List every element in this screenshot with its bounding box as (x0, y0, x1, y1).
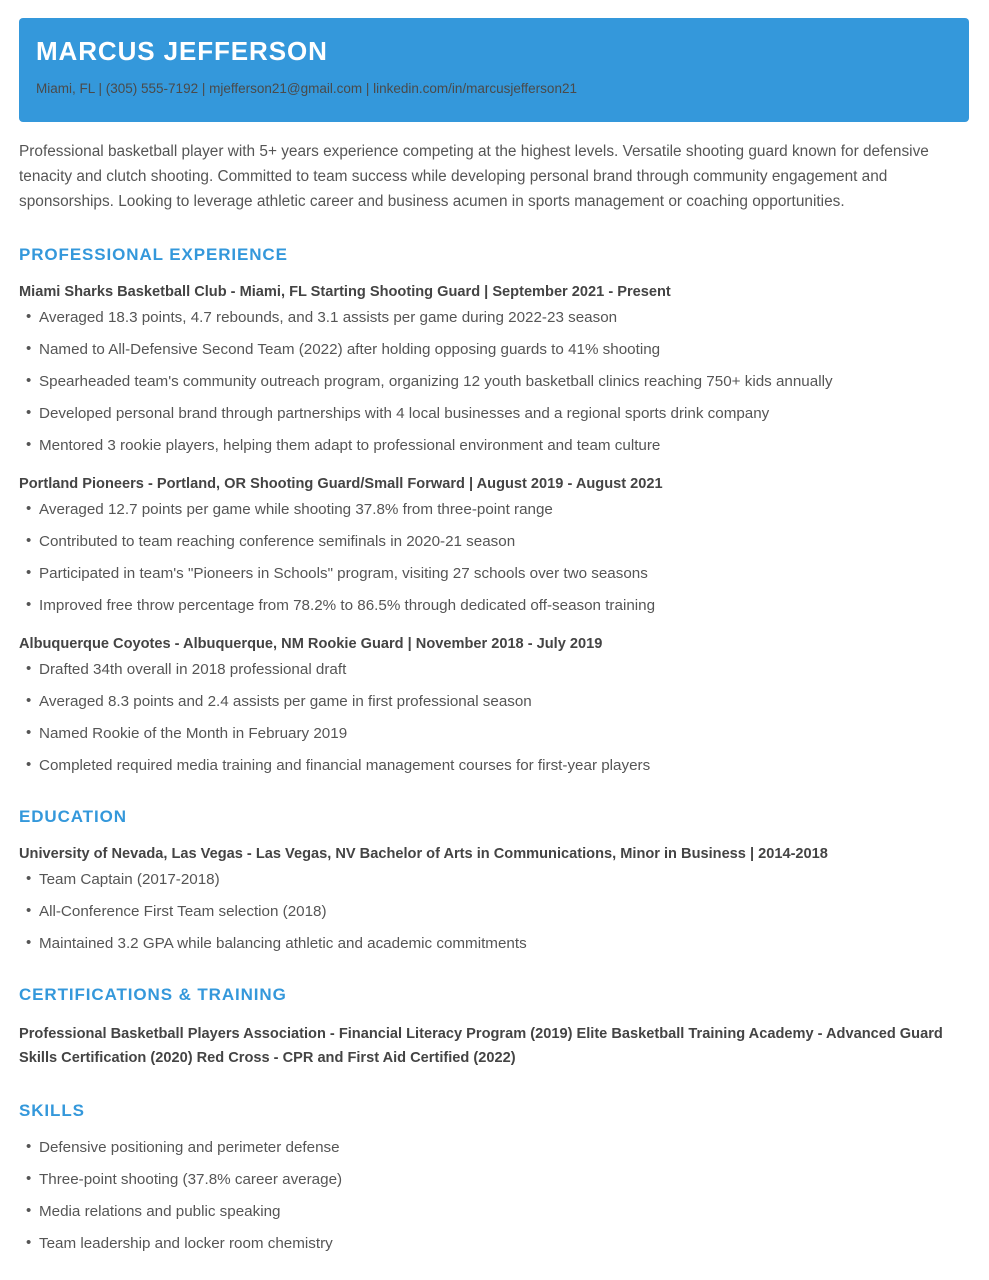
job-entry (19, 282, 969, 456)
list-item: • Drafted 34th overall in 2018 professional draft (19, 660, 969, 680)
list-item: • Named to All-Defensive Second Team (2022) after holding opposing guards to 41% shooting (19, 340, 969, 360)
section-experience (19, 244, 969, 776)
list-item: • All-Conference First Team selection (2018) (19, 902, 969, 922)
list-item: • Averaged 12.7 points per game while shooting 37.8% from three-point range (19, 500, 969, 520)
section-title-skills: SKILLS (19, 1101, 85, 1121)
job-header: Albuquerque Coyotes - Albuquerque, NM Rookie Guard | November 2018 - July 2019 (19, 636, 603, 653)
page-title: MARCUS JEFFERSON (36, 36, 328, 66)
section-title-education: EDUCATION (19, 807, 127, 827)
list-item: • Media relations and public speaking (19, 1202, 969, 1222)
job-bullet-list (19, 308, 969, 456)
section-education (19, 806, 969, 954)
section-title-certifications: CERTIFICATIONS & TRAINING (19, 985, 287, 1005)
section-certifications (19, 984, 969, 1070)
list-item: • Team leadership and locker room chemistry (19, 1234, 969, 1254)
professional-summary: Professional basketball player with 5+ years experience competing at the highest levels. Versatile shooting guard known for defensive tenacity and clutch shooting. Committed to team success while developing personal brand through community engagement and sponsorships. Looking to leverage athletic career and business acumen in sports management or coaching opportunities. (19, 143, 929, 210)
skills-bullet-list (19, 1138, 969, 1254)
list-item: • Averaged 8.3 points and 2.4 assists per game in first professional season (19, 692, 969, 712)
job-header: Portland Pioneers - Portland, OR Shooting Guard/Small Forward | August 2019 - August 2021 (19, 476, 663, 493)
certifications-text: Professional Basketball Players Association - Financial Literacy Program (2019) Elite Basketball Training Academy - Advanced Guard Skills Certification (2020) Red Cross - CPR and First Aid Certified (2022) (19, 1026, 943, 1067)
job-entry (19, 634, 969, 776)
job-entry (19, 474, 969, 616)
header-banner (19, 18, 969, 122)
list-item: • Spearheaded team's community outreach program, organizing 12 youth basketball clinics reaching 750+ kids annually (19, 372, 969, 392)
job-header: Miami Sharks Basketball Club - Miami, FL Starting Shooting Guard | September 2021 - Present (19, 284, 671, 301)
list-item: • Participated in team's "Pioneers in Schools" program, visiting 27 schools over two seasons (19, 564, 969, 584)
list-item: • Mentored 3 rookie players, helping them adapt to professional environment and team culture (19, 436, 969, 456)
list-item: • Maintained 3.2 GPA while balancing athletic and academic commitments (19, 934, 969, 954)
job-bullet-list (19, 660, 969, 776)
list-item: • Contributed to team reaching conference semifinals in 2020-21 season (19, 532, 969, 552)
list-item: • Defensive positioning and perimeter defense (19, 1138, 969, 1158)
list-item: • Completed required media training and financial management courses for first-year players (19, 756, 969, 776)
list-item: • Improved free throw percentage from 78.2% to 86.5% through dedicated off-season training (19, 596, 969, 616)
education-bullet-list (19, 870, 969, 954)
list-item: • Averaged 18.3 points, 4.7 rebounds, and 3.1 assists per game during 2022-23 season (19, 308, 969, 328)
list-item: • Three-point shooting (37.8% career average) (19, 1170, 969, 1190)
list-item: • Developed personal brand through partnerships with 4 local businesses and a regional sports drink company (19, 404, 969, 424)
section-skills (19, 1100, 969, 1254)
list-item: • Team Captain (2017-2018) (19, 870, 969, 890)
section-title-experience: PROFESSIONAL EXPERIENCE (19, 245, 288, 265)
education-header: University of Nevada, Las Vegas - Las Vegas, NV Bachelor of Arts in Communications, Minor in Business | 2014-2018 (19, 846, 828, 863)
job-bullet-list (19, 500, 969, 616)
resume-content (19, 140, 969, 1254)
list-item: • Named Rookie of the Month in February 2019 (19, 724, 969, 744)
contact-line: Miami, FL | (305) 555-7192 | mjefferson21@gmail.com | linkedin.com/in/marcusjefferson21 (36, 81, 577, 96)
